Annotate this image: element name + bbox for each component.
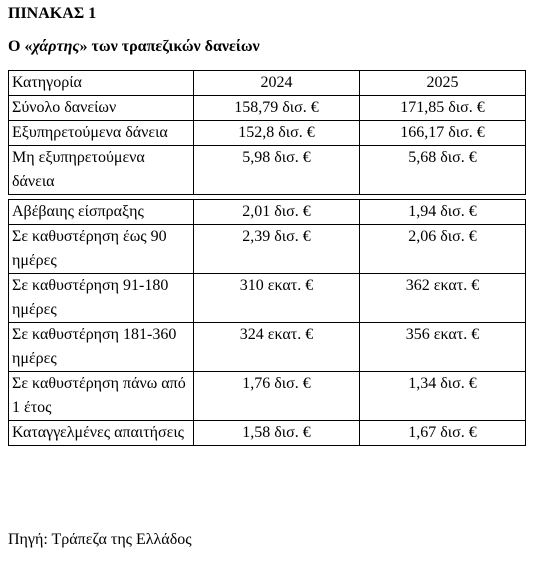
row-category: Σε καθυστέρηση 91-180 ημέρες: [9, 274, 194, 323]
row-value-2025: 1,94 δισ. €: [360, 200, 526, 225]
row-category: Εξυπηρετούμενα δάνεια: [9, 121, 194, 146]
row-value-2025: 2,06 δισ. €: [360, 225, 526, 274]
row-category: Σε καθυστέρηση 181-360 ημέρες: [9, 323, 194, 372]
row-category: Καταγγελμένες απαιτήσεις: [9, 421, 194, 446]
table-row: [9, 121, 526, 146]
table-subtitle: [8, 37, 260, 57]
row-value-2024: 310 εκατ. €: [194, 274, 360, 323]
loans-table: [8, 70, 526, 446]
row-category: Σύνολο δανείων: [9, 96, 194, 121]
row-category: Αβέβαιης είσπραξης: [9, 200, 194, 225]
header-category: Κατηγορία: [9, 71, 194, 96]
table-row: [9, 421, 526, 446]
subtitle-prefix: Ο «: [8, 38, 33, 55]
header-2025: 2025: [360, 71, 526, 96]
subtitle-italic-word: χάρτης: [32, 38, 80, 55]
table-row: [9, 225, 526, 274]
row-value-2024: 2,01 δισ. €: [194, 200, 360, 225]
table-title: ΠΙΝΑΚΑΣ 1: [8, 5, 97, 22]
table-row: [9, 372, 526, 421]
row-value-2025: 1,34 δισ. €: [360, 372, 526, 421]
row-category: Μη εξυπηρετούμενα δάνεια: [9, 146, 194, 195]
table-row: [9, 323, 526, 372]
table-row: [9, 96, 526, 121]
subtitle-suffix: » των τραπεζικών δανείων: [79, 38, 260, 55]
row-value-2025: 1,67 δισ. €: [360, 421, 526, 446]
row-category: Σε καθυστέρηση έως 90 ημέρες: [9, 225, 194, 274]
row-value-2024: 1,58 δισ. €: [194, 421, 360, 446]
loans-table-container: [8, 70, 525, 446]
row-value-2025: 356 εκατ. €: [360, 323, 526, 372]
row-category: Σε καθυστέρηση πάνω από 1 έτος: [9, 372, 194, 421]
row-value-2025: 166,17 δισ. €: [360, 121, 526, 146]
row-value-2024: 5,98 δισ. €: [194, 146, 360, 195]
row-value-2024: 152,8 δισ. €: [194, 121, 360, 146]
source-note: Πηγή: Τράπεζα της Ελλάδος: [8, 531, 192, 548]
row-value-2024: 1,76 δισ. €: [194, 372, 360, 421]
row-value-2024: 324 εκατ. €: [194, 323, 360, 372]
row-value-2024: 2,39 δισ. €: [194, 225, 360, 274]
row-value-2025: 171,85 δισ. €: [360, 96, 526, 121]
table-row: [9, 274, 526, 323]
row-value-2025: 5,68 δισ. €: [360, 146, 526, 195]
table-row: [9, 200, 526, 225]
row-value-2024: 158,79 δισ. €: [194, 96, 360, 121]
header-2024: 2024: [194, 71, 360, 96]
table-header-row: [9, 71, 526, 96]
table-row: [9, 146, 526, 195]
row-value-2025: 362 εκατ. €: [360, 274, 526, 323]
